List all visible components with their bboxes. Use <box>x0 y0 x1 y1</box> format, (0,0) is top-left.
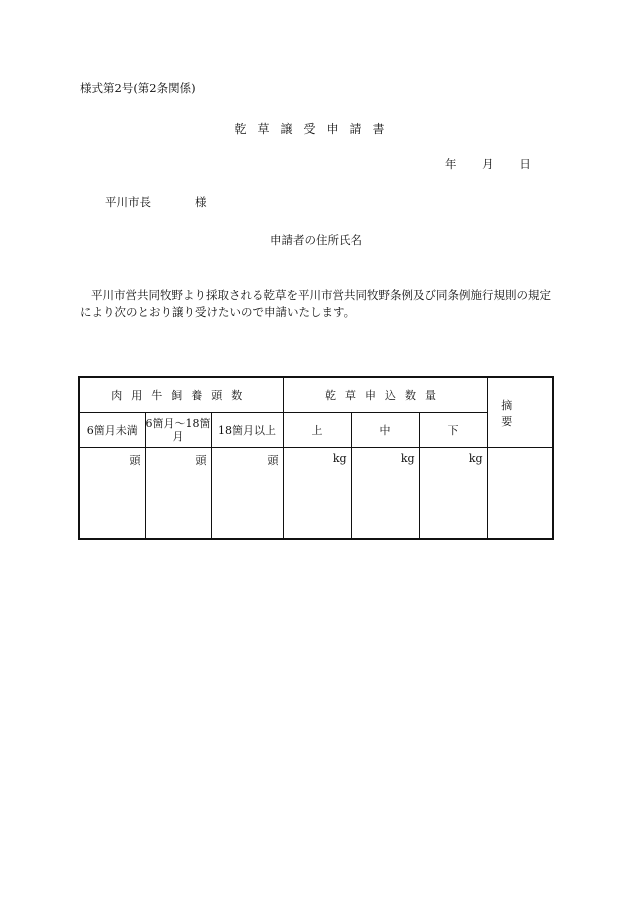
cattle-6-18m-input[interactable]: 頭 <box>145 448 211 540</box>
cattle-under-6m-input[interactable]: 頭 <box>79 448 145 540</box>
hay-col-upper: 上 <box>283 413 351 448</box>
hay-col-lower: 下 <box>419 413 487 448</box>
remarks-input[interactable] <box>487 448 553 540</box>
date-year: 年 <box>445 157 457 171</box>
cattle-header: 肉用牛飼養頭数 <box>79 377 283 413</box>
application-table <box>78 376 554 540</box>
date-month: 月 <box>482 157 494 171</box>
applicant-label: 申請者の住所氏名 <box>270 233 362 247</box>
hay-upper-input[interactable]: kg <box>283 448 351 540</box>
hay-lower-input[interactable]: kg <box>419 448 487 540</box>
cattle-over-18m-input[interactable]: 頭 <box>211 448 283 540</box>
body-text: 平川市営共同牧野より採取される乾草を平川市営共同牧野条例及び同条例施行規則の規定により次のとおり譲り受けたいので申請いたします。 <box>80 288 551 319</box>
form-number: 様式第2号(第2条関係) <box>80 81 196 95</box>
addressee <box>105 194 207 210</box>
page-title: 乾草譲受申請書 <box>234 122 396 136</box>
hay-middle-input[interactable]: kg <box>351 448 419 540</box>
hay-col-middle: 中 <box>351 413 419 448</box>
date-line <box>445 156 553 172</box>
date-day: 日 <box>519 157 531 171</box>
hay-header: 乾草申込数量 <box>283 377 487 413</box>
cattle-col-over-18m: 18箇月以上 <box>211 413 283 448</box>
addressee-honorific: 様 <box>195 195 207 209</box>
cattle-col-6-18m: 6箇月～18箇月 <box>145 413 211 448</box>
cattle-col-under-6m: 6箇月未満 <box>79 413 145 448</box>
addressee-name: 平川市長 <box>105 195 151 209</box>
remarks-header: 摘要 <box>487 377 553 448</box>
